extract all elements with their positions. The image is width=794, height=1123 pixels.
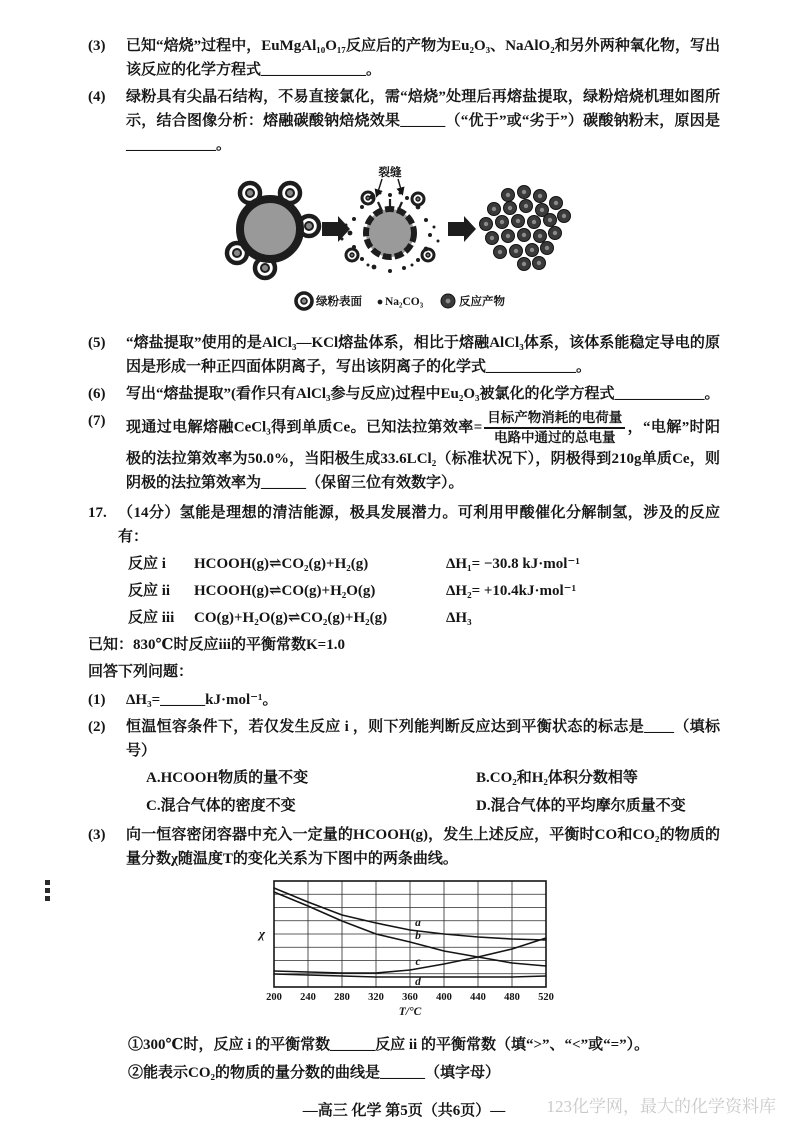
curve-label-a: a xyxy=(415,917,421,930)
question-part-3 xyxy=(88,34,720,82)
green-powder-particle-icon xyxy=(227,183,319,278)
curve-label-d: d xyxy=(415,976,421,989)
process-arrow-icon xyxy=(322,216,350,242)
question-intro: （14分）氢能是理想的清洁能源，极具发展潜力。可利用甲酸催化分解制氢，涉及的反应有： xyxy=(118,505,720,546)
curve-label-c: c xyxy=(415,956,421,969)
x-tick: 200 xyxy=(266,992,282,1004)
watermark: 123化学网，最大的化学资料库 xyxy=(546,1097,776,1116)
y-axis-label: χ xyxy=(258,926,266,942)
answer-prompt: 回答下列问题： xyxy=(88,664,194,681)
question-number: 17. xyxy=(88,505,107,522)
roasting-mechanism-diagram xyxy=(218,163,720,323)
known-condition: 已知：830℃时反应iii的平衡常数K=1.0 xyxy=(88,637,345,654)
question-part-6 xyxy=(88,382,720,406)
item-text: “熔盐提取”使用的是AlCl₃—KCl熔盐体系，相比于熔融AlCl₃体系，该体系能稳定导电的原因是形成一种正四面体阴离子，写出该阴离子的化学式____________。 xyxy=(126,335,720,375)
option-a: A.HCOOH物质的量不变 xyxy=(146,770,309,787)
reaction-enthalpy: ΔH₃ xyxy=(446,610,472,627)
reaction-label: 反应 ii xyxy=(128,583,171,600)
q17-sub2 xyxy=(88,715,720,763)
x-axis-label: T/°C xyxy=(398,1006,422,1019)
faraday-text-post: ，“电解”时阳极的法拉第效率为50.0%，当阳极生成33.6LCl₂（标准状况下），阴极得到210g单质Ce，则阴极的法拉第效率为______（保留三位有效数字）。 xyxy=(126,419,720,492)
q17-sub3 xyxy=(88,823,720,871)
x-tick: 240 xyxy=(300,992,316,1004)
question-17-header xyxy=(88,501,720,549)
reaction-ii xyxy=(128,579,720,603)
reaction-product-icon xyxy=(441,294,455,308)
item-number: (3) xyxy=(88,38,106,54)
equilibrium-fraction-chart xyxy=(256,875,720,1029)
question-part-4 xyxy=(88,85,720,157)
question-part-5 xyxy=(88,331,720,379)
q17-sub2-options xyxy=(146,766,720,818)
x-tick: 440 xyxy=(470,992,486,1004)
reaction-product-cluster-icon xyxy=(480,186,571,271)
page-content xyxy=(88,34,720,1123)
reaction-equation: HCOOH(g)⇌CO₂(g)+H₂(g) xyxy=(194,556,369,573)
fraction-numerator: 目标产物消耗的电荷量 xyxy=(484,409,625,429)
green-powder-surface-icon xyxy=(296,293,312,309)
reaction-label: 反应 iii xyxy=(128,610,175,627)
process-arrow-icon xyxy=(448,216,476,242)
item-number: (1) xyxy=(88,692,106,709)
question-part-7 xyxy=(88,409,720,495)
item-number: (3) xyxy=(88,827,106,844)
faraday-text-pre: 现通过电解熔融CeCl₃得到单质Ce。已知法拉第效率= xyxy=(126,419,483,436)
diagram-legend xyxy=(296,293,505,309)
chart-grid xyxy=(274,881,546,987)
x-tick: 520 xyxy=(538,992,554,1004)
item-text: 向一恒容密闭容器中充入一定量的HCOOH(g)，发生上述反应，平衡时CO和CO₂的物质的量分数χ随温度T的变化关系为下图中的两条曲线。 xyxy=(126,827,720,868)
item-text: 恒温恒容条件下，若仅发生反应 i ，则下列能判断反应达到平衡状态的标志是____（填标号） xyxy=(126,719,720,760)
reaction-i xyxy=(128,552,720,576)
q17-sub1 xyxy=(88,688,720,712)
option-d: D.混合气体的平均摩尔质量不变 xyxy=(476,798,686,815)
item-number: (7) xyxy=(88,413,106,429)
faraday-efficiency-fraction xyxy=(484,409,625,447)
item-number: (6) xyxy=(88,386,106,402)
q17-sub3-question-1: ①300℃时，反应 i 的平衡常数______反应 ii 的平衡常数（填“>”、“<”或“=”）。 xyxy=(128,1037,650,1054)
item-number: (5) xyxy=(88,335,106,351)
x-tick: 360 xyxy=(402,992,418,1004)
crack-label: 裂缝 xyxy=(378,167,402,179)
item-text: 绿粉具有尖晶石结构，不易直接氯化，需“焙烧”处理后再熔盐提取，绿粉焙烧机理如图所示，结合图像分析：熔融碳酸钠焙烧效果______（“优于”或“劣于”）碳酸钠粉末，原因是____________。 xyxy=(126,89,720,153)
option-c: C.混合气体的密度不变 xyxy=(146,798,296,815)
cracked-particle-icon xyxy=(341,165,440,273)
reaction-label: 反应 i xyxy=(128,556,166,573)
option-b: B.CO₂和H₂体积分数相等 xyxy=(476,770,638,787)
item-text: ΔH₃=______kJ·mol⁻¹。 xyxy=(126,692,278,709)
item-text xyxy=(126,409,720,495)
na2co3-dot-icon xyxy=(378,300,383,305)
page-footer: —高三 化学 第5页（共6页）— xyxy=(302,1103,506,1120)
reaction-equation: HCOOH(g)⇌CO(g)+H₂O(g) xyxy=(194,583,376,600)
item-number: (2) xyxy=(88,719,106,736)
x-tick: 320 xyxy=(368,992,384,1004)
legend-label-na2co3: Na₂CO₃ xyxy=(385,296,424,308)
x-tick: 400 xyxy=(436,992,452,1004)
x-tick: 480 xyxy=(504,992,520,1004)
reaction-equation: CO(g)+H₂O(g)⇌CO₂(g)+H₂(g) xyxy=(194,610,388,627)
item-text: 已知“焙烧”过程中，EuMgAl₁₀O₁₇反应后的产物为Eu₂O₃、NaAlO₂和另外两种氧化物，写出该反应的化学方程式______________。 xyxy=(126,38,720,78)
curve-label-b: b xyxy=(415,930,421,943)
reaction-enthalpy: ΔH₂= +10.4kJ·mol⁻¹ xyxy=(446,583,577,600)
fraction-denominator: 电路中通过的总电量 xyxy=(494,430,616,446)
reaction-iii xyxy=(128,606,720,630)
item-text: 写出“熔盐提取”(看作只有AlCl₃参与反应)过程中Eu₂O₃被氯化的化学方程式____________。 xyxy=(126,386,720,402)
legend-label-product: 反应产物 xyxy=(459,296,505,308)
q17-sub3-question-2: ②能表示CO₂的物质的量分数的曲线是______（填字母） xyxy=(128,1065,500,1082)
x-tick: 280 xyxy=(334,992,350,1004)
legend-label-green-powder: 绿粉表面 xyxy=(316,296,362,308)
margin-binding-dots xyxy=(45,880,50,901)
reaction-enthalpy: ΔH₁= −30.8 kJ·mol⁻¹ xyxy=(446,556,580,573)
item-number: (4) xyxy=(88,89,106,105)
